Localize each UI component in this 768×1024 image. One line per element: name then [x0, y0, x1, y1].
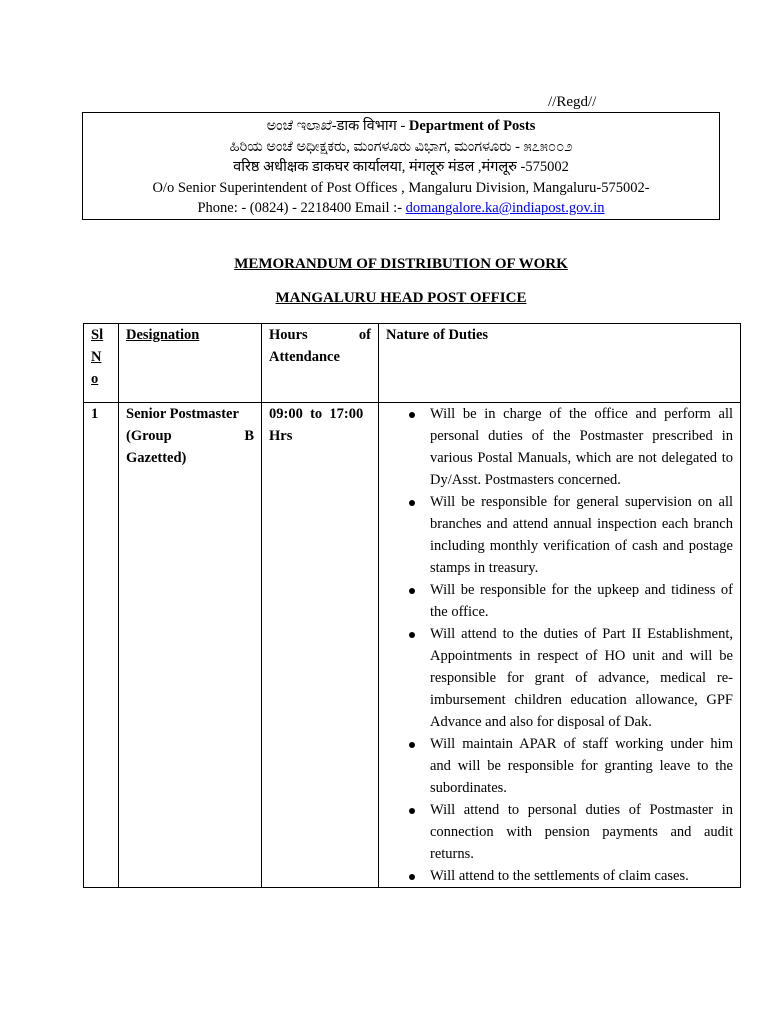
letterhead-line-4: O/o Senior Superintendent of Post Offices , Mangaluru Division, Mangaluru-575002- [152, 179, 650, 196]
list-item: Will be responsible for general supervision on all branches and attend annual inspection each branch including monthly verification of cash and postage stamps in treasury. [430, 491, 733, 579]
row-hours-line-2: Hrs [269, 428, 293, 444]
row-designation-b: B [244, 428, 254, 444]
letterhead-line-5 [83, 198, 719, 219]
department-name-regional: ಅಂಚೆ ಇಲಾಖೆ-डाक विभाग - [266, 118, 409, 134]
row-designation-cell [119, 403, 262, 888]
header-hours-of: of [358, 327, 371, 343]
memo-title: MEMORANDUM OF DISTRIBUTION OF WORK [234, 256, 568, 272]
letterhead-line-3: वरिष्ठ अधीक्षक डाकघर कार्यालया, मंगलूरु मंडल ,मंगलूरु -575002 [233, 159, 569, 175]
header-sl-line-3: o [91, 371, 99, 387]
row-designation-line-1: Senior Postmaster [126, 406, 239, 422]
header-sl-line-1: Sl [91, 327, 104, 343]
header-nature-cell [379, 324, 741, 403]
row-sl-cell [84, 403, 119, 888]
list-item: Will maintain APAR of staff working under him and will be responsible for granting leave to the subordinates. [430, 733, 733, 799]
row-hours-cell [262, 403, 379, 888]
header-nature: Nature of Duties [386, 327, 489, 343]
duties-list [386, 403, 733, 887]
list-item: Will attend to the settlements of claim cases. [430, 865, 733, 887]
office-title: MANGALURU HEAD POST OFFICE [275, 290, 527, 306]
header-hours-line-1 [269, 324, 371, 346]
row-designation-group: (Group [126, 428, 172, 444]
list-item: Will be in charge of the office and perform all personal duties of the Postmaster prescribed in various Postal Manuals, which are not delegated to Dy/Asst. Postmasters concerned. [430, 403, 733, 491]
letterhead-line-1 [83, 116, 719, 137]
letterhead-box [82, 112, 720, 220]
header-hours-line-2: Attendance [269, 349, 340, 365]
header-designation-cell [119, 324, 262, 403]
row-designation-line-3: Gazetted) [126, 450, 187, 466]
list-item: Will be responsible for the upkeep and tidiness of the office. [430, 579, 733, 623]
row-hours-line-1: 09:00 to 17:00 [269, 406, 364, 422]
letterhead-line-2: ಹಿರಿಯ ಅಂಚೆ ಅಧೀಕ್ಷಕರು, ಮಂಗಳೂರು ವಿಭಾಗ, ಮಂಗಳೂರು - ೫೭೫೦೦೨ [229, 138, 573, 155]
table-row [84, 403, 741, 888]
row-sl: 1 [91, 406, 99, 422]
header-designation: Designation [126, 327, 200, 343]
email-link[interactable]: domangalore.ka@indiapost.gov.in [405, 200, 605, 216]
row-duties-cell [379, 403, 741, 888]
header-hours-cell [262, 324, 379, 403]
department-name-english: Department of Posts [408, 118, 536, 134]
header-sl-line-2: N [91, 349, 102, 365]
regd-label: //Regd// [548, 94, 597, 110]
phone-text: Phone: - (0824) - 2218400 Email :- [197, 200, 406, 216]
duties-table [83, 323, 741, 888]
list-item: Will attend to the duties of Part II Establishment, Appointments in respect of HO unit and will be responsible for grant of advance, medical re-imbursement children education allowance, GPF Advance and also for disposal of Dak. [430, 623, 733, 733]
header-hours-word: Hours [269, 327, 308, 343]
header-sl-cell [84, 324, 119, 403]
row-designation-line-2 [126, 425, 254, 447]
table-header-row [84, 324, 741, 403]
list-item: Will attend to personal duties of Postmaster in connection with pension payments and audit returns. [430, 799, 733, 865]
